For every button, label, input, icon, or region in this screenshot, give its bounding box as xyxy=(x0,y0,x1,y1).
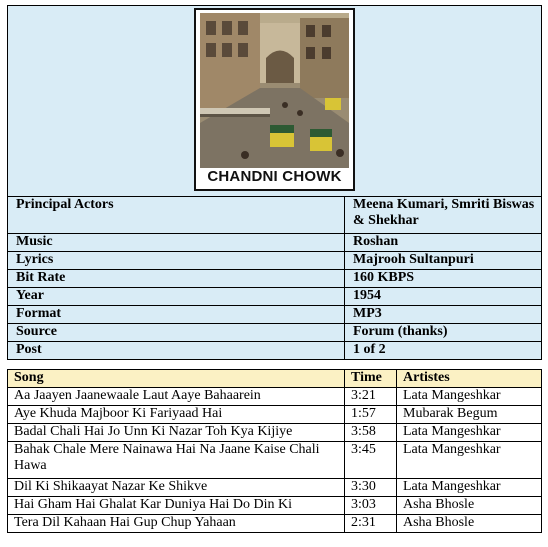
artists-column-header: Artistes xyxy=(397,370,542,388)
song-artist: Asha Bhosle xyxy=(397,497,542,515)
time-column-header: Time xyxy=(345,370,397,388)
info-value: Roshan xyxy=(345,234,542,252)
info-row xyxy=(8,197,542,234)
song-time: 3:58 xyxy=(345,424,397,442)
song-column-header: Song xyxy=(8,370,345,388)
info-label: Format xyxy=(8,306,345,324)
info-value: Forum (thanks) xyxy=(345,324,542,342)
info-row xyxy=(8,342,542,360)
info-value: Majrooh Sultanpuri xyxy=(345,252,542,270)
info-row xyxy=(8,252,542,270)
song-row xyxy=(8,424,542,442)
song-title: Bahak Chale Mere Nainawa Hai Na Jaane Kaise Chali Hawa xyxy=(8,442,345,479)
info-row xyxy=(8,234,542,252)
info-value: Meena Kumari, Smriti Biswas & Shekhar xyxy=(345,197,542,234)
cover-cell xyxy=(8,6,542,197)
song-title: Badal Chali Hai Jo Unn Ki Nazar Toh Kya Kijiye xyxy=(8,424,345,442)
info-label: Year xyxy=(8,288,345,306)
cover-photo xyxy=(200,13,349,168)
song-time: 3:45 xyxy=(345,442,397,479)
info-label: Music xyxy=(8,234,345,252)
song-artist: Lata Mangeshkar xyxy=(397,442,542,479)
info-value: 160 KBPS xyxy=(345,270,542,288)
info-label: Bit Rate xyxy=(8,270,345,288)
song-title: Aye Khuda Majboor Ki Fariyaad Hai xyxy=(8,406,345,424)
song-time: 1:57 xyxy=(345,406,397,424)
song-title: Hai Gham Hai Ghalat Kar Duniya Hai Do Din Ki xyxy=(8,497,345,515)
song-artist: Lata Mangeshkar xyxy=(397,388,542,406)
info-row xyxy=(8,270,542,288)
info-value: 1 of 2 xyxy=(345,342,542,360)
market-street-photo xyxy=(200,13,349,168)
song-time: 3:03 xyxy=(345,497,397,515)
album-info-table xyxy=(7,5,542,360)
info-label: Source xyxy=(8,324,345,342)
info-row xyxy=(8,324,542,342)
song-row xyxy=(8,479,542,497)
song-artist: Asha Bhosle xyxy=(397,515,542,533)
song-row xyxy=(8,388,542,406)
info-label: Post xyxy=(8,342,345,360)
info-value: 1954 xyxy=(345,288,542,306)
song-title: Dil Ki Shikaayat Nazar Ke Shikve xyxy=(8,479,345,497)
info-value: MP3 xyxy=(345,306,542,324)
info-row xyxy=(8,306,542,324)
song-title: Aa Jaayen Jaanewaale Laut Aaye Bahaarein xyxy=(8,388,345,406)
song-row xyxy=(8,406,542,424)
song-artist: Lata Mangeshkar xyxy=(397,424,542,442)
info-row xyxy=(8,288,542,306)
info-label: Lyrics xyxy=(8,252,345,270)
song-time: 3:30 xyxy=(345,479,397,497)
song-row xyxy=(8,515,542,533)
song-list-table xyxy=(7,369,542,533)
song-time: 3:21 xyxy=(345,388,397,406)
song-time: 2:31 xyxy=(345,515,397,533)
song-list-header xyxy=(8,370,542,388)
info-label: Principal Actors xyxy=(8,197,345,234)
song-artist: Mubarak Begum xyxy=(397,406,542,424)
song-row xyxy=(8,497,542,515)
cover-title: CHANDNI CHOWK xyxy=(207,168,342,185)
song-title: Tera Dil Kahaan Hai Gup Chup Yahaan xyxy=(8,515,345,533)
song-artist: Lata Mangeshkar xyxy=(397,479,542,497)
song-row xyxy=(8,442,542,479)
album-cover xyxy=(194,8,355,191)
